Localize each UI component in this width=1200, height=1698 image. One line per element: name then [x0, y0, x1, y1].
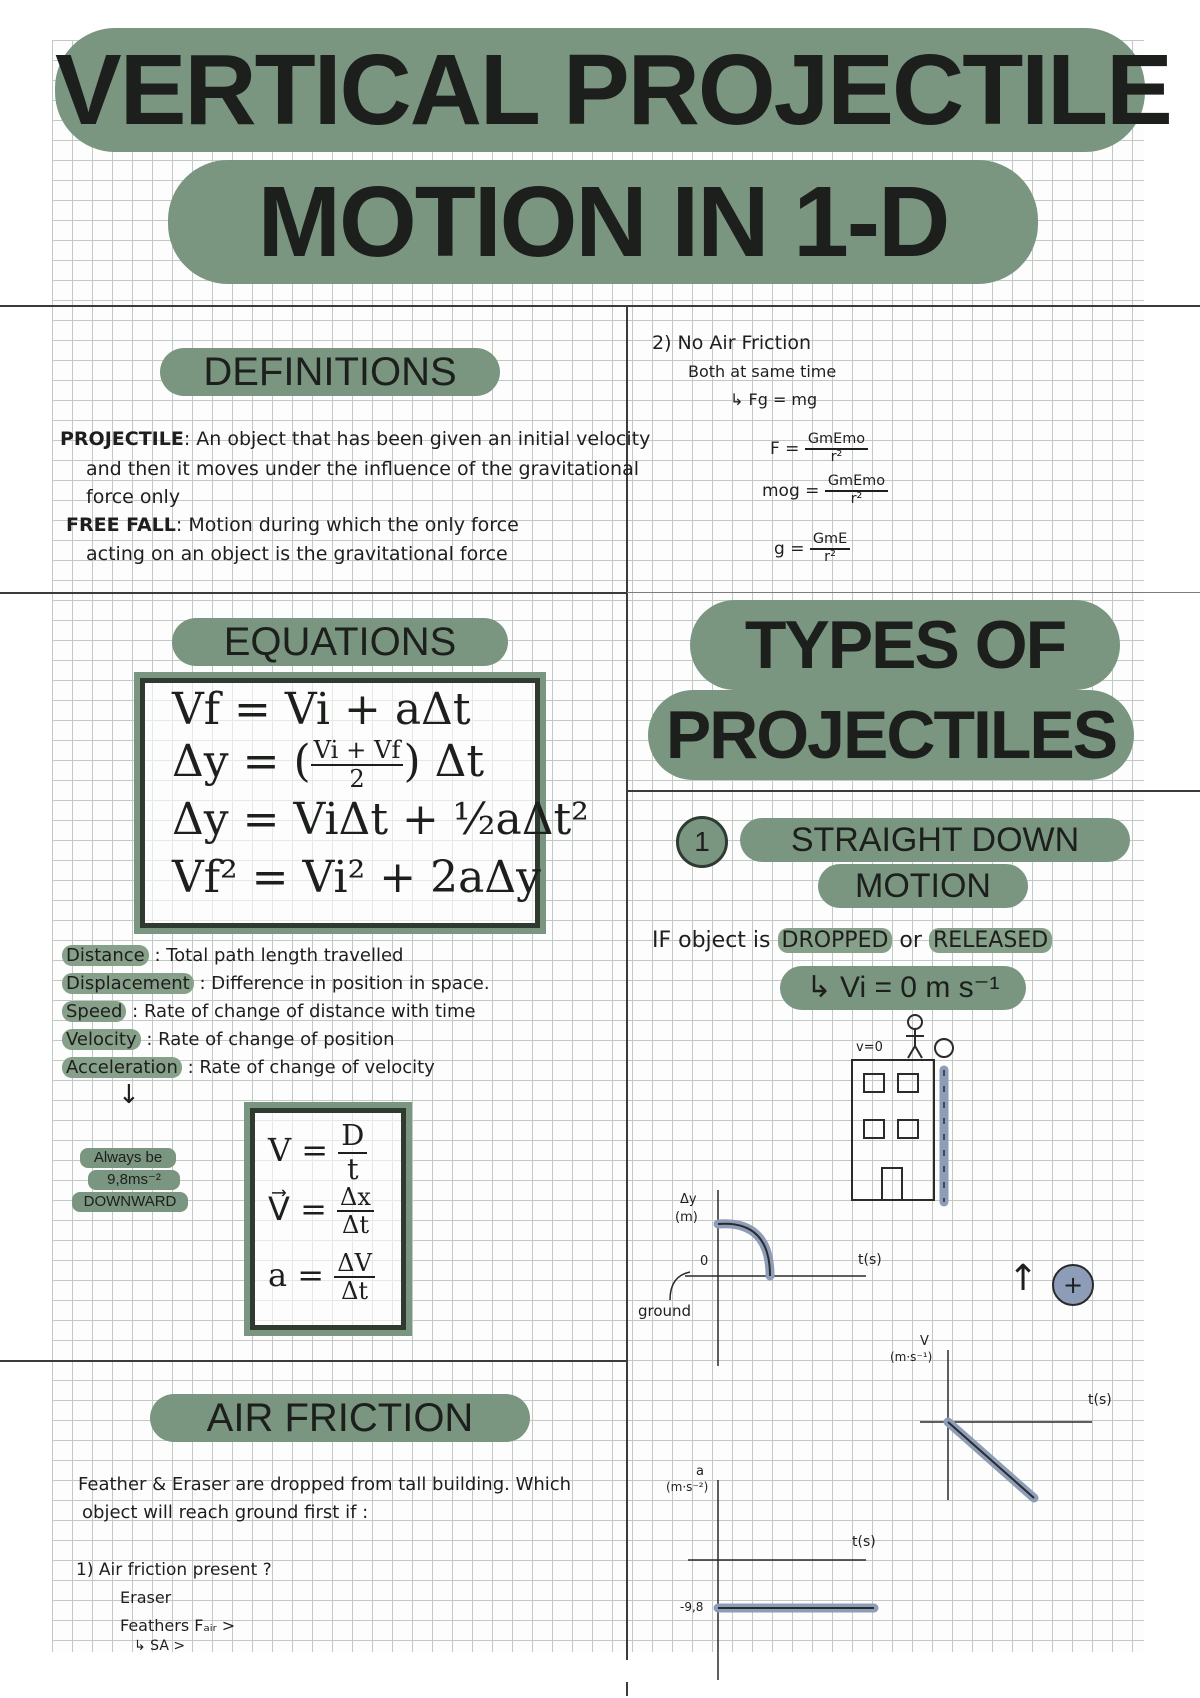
velocity-denominator: Δt	[341, 1211, 369, 1240]
grav-eq1-left: F =	[770, 438, 800, 459]
equation-dy-acceleration: Δy = ViΔt + ½aΔt²	[172, 794, 589, 845]
v-ylabel-2: (m·s⁻¹)	[890, 1350, 933, 1364]
speed-numerator: D	[338, 1120, 367, 1154]
acceleration-numerator: ΔV	[334, 1250, 375, 1278]
equation-vf-squared: Vf² = Vi² + 2aΔy	[172, 852, 541, 903]
grav-eq1-num: GmEmo	[805, 432, 868, 450]
case2-fg-mg: ↳ Fg = mg	[730, 390, 818, 409]
a-xlabel: t(s)	[852, 1534, 876, 1550]
term-description: : Rate of change of distance with time	[126, 1001, 476, 1022]
gravitation-eq-2	[762, 474, 888, 508]
positive-sign: +	[1062, 1271, 1084, 1299]
air-friction-question-2: object will reach ground first if :	[82, 1502, 369, 1523]
term-row	[62, 998, 490, 1026]
freefall-text-2: acting on an object is the gravitational force	[86, 543, 508, 565]
note-downward: DOWNWARD	[72, 1192, 188, 1212]
eq2-denominator: 2	[349, 764, 365, 793]
down-arrow-icon: ↓	[118, 1080, 140, 1110]
term-label: Acceleration	[62, 1057, 182, 1078]
grav-eq2-num: GmEmo	[825, 474, 888, 492]
v-zero-label: v=0	[856, 1040, 883, 1055]
acceleration-denominator: Δt	[341, 1277, 369, 1306]
dy-xlabel: t(s)	[858, 1252, 882, 1268]
a-ylabel-2: (m·s⁻²)	[666, 1480, 709, 1494]
dropped-highlight: DROPPED	[778, 928, 893, 953]
note-gravity-value: 9,8ms⁻²	[88, 1170, 180, 1190]
dy-zero: 0	[700, 1254, 709, 1269]
speed-formula-left: V =	[268, 1131, 329, 1170]
term-row	[62, 1026, 490, 1054]
eq2-fraction	[311, 737, 404, 792]
term-row	[62, 970, 490, 998]
speed-fraction	[338, 1120, 367, 1185]
term-row	[62, 942, 490, 970]
term-label: Speed	[62, 1001, 126, 1022]
divider-vertical	[626, 306, 628, 1660]
grav-eq3-num: GmE	[810, 532, 850, 550]
gravitation-eq-1	[770, 432, 868, 466]
motion-heading: MOTION	[818, 864, 1028, 908]
a-ylabel-1: a	[696, 1464, 704, 1479]
equations-heading: EQUATIONS	[172, 618, 508, 666]
velocity-fraction	[337, 1184, 374, 1239]
divider-title	[0, 305, 1200, 307]
projectile-text-1: : An object that has been given an initial velocity	[183, 428, 651, 450]
velocity-formula	[268, 1184, 374, 1239]
page-title-line1: VERTICAL PROJECTILE	[55, 28, 1145, 152]
divider-right-top	[627, 592, 1200, 593]
or-text: or	[899, 928, 922, 953]
grav-eq2-den: r²	[850, 490, 863, 507]
divider-air-friction	[0, 1360, 627, 1362]
initial-velocity-zero: ↳ Vi = 0 m s⁻¹	[780, 966, 1026, 1010]
air-friction-heading: AIR FRICTION	[150, 1394, 530, 1442]
term-label: Velocity	[62, 1029, 141, 1050]
term-description: : Rate of change of velocity	[181, 1057, 435, 1078]
grav-eq1-fraction	[805, 432, 868, 466]
terms-list	[62, 942, 490, 1082]
v-line	[948, 1422, 1034, 1498]
types-heading-line1: TYPES OF	[690, 600, 1120, 690]
air-friction-question-1: Feather & Eraser are dropped from tall building. Which	[78, 1474, 572, 1495]
divider-definitions	[0, 592, 627, 594]
term-description: : Total path length travelled	[148, 945, 404, 966]
acceleration-formula	[268, 1250, 375, 1305]
term-label: Displacement	[62, 973, 194, 994]
divider-bottom-tick	[626, 1682, 628, 1696]
number-one-label: 1	[694, 826, 710, 857]
grav-eq1-den: r²	[830, 448, 843, 465]
gravitation-eq-3	[774, 532, 850, 566]
case1-surface-area: ↳ SA >	[134, 1638, 186, 1654]
term-description: : Difference in position in space.	[193, 973, 490, 994]
speed-formula	[268, 1120, 367, 1185]
freefall-term: FREE FALL	[66, 514, 176, 536]
grav-eq3-fraction	[810, 532, 850, 566]
case1-label: 1) Air friction present ?	[76, 1560, 272, 1580]
page-title-line2: MOTION IN 1-D	[168, 160, 1038, 284]
case1-eraser: Eraser	[120, 1588, 172, 1607]
v-xlabel: t(s)	[1088, 1392, 1112, 1408]
ground-label: ground	[638, 1302, 692, 1320]
projectile-text-2: and then it moves under the influence of the gravitational	[86, 458, 639, 480]
note-always-be: Always be	[80, 1148, 176, 1168]
acceleration-formula-left: a =	[268, 1255, 325, 1294]
dy-ylabel-2: (m)	[675, 1210, 698, 1225]
grav-eq3-left: g =	[774, 538, 805, 559]
equation-vf: Vf = Vi + aΔt	[172, 684, 471, 735]
projectile-definition-line1	[60, 428, 650, 450]
divider-types	[627, 790, 1200, 792]
freefall-definition-line1	[66, 514, 519, 536]
grav-eq3-den: r²	[824, 548, 836, 565]
eq2-left: Δy = (	[172, 736, 311, 787]
projectile-term: PROJECTILE	[60, 428, 184, 450]
straight-down-heading: STRAIGHT DOWN	[740, 818, 1130, 862]
grav-eq2-fraction	[825, 474, 888, 508]
velocity-numerator: Δx	[337, 1184, 374, 1212]
definitions-heading: DEFINITIONS	[160, 348, 500, 396]
released-highlight: RELEASED	[929, 928, 1052, 953]
up-arrow-icon: ↑	[1008, 1258, 1039, 1299]
number-one-badge	[676, 816, 728, 868]
eq2-right: ) Δt	[403, 736, 485, 787]
term-label: Distance	[62, 945, 149, 966]
if-object-line	[652, 928, 1052, 953]
grav-eq2-left: mog =	[762, 480, 820, 501]
if-object-text: IF object is	[652, 928, 771, 953]
speed-denominator: t	[347, 1151, 359, 1186]
case1-feathers: Feathers Fₐᵢᵣ >	[120, 1616, 236, 1635]
eq2-numerator: Vi + Vf	[311, 737, 404, 766]
types-heading-line2: PROJECTILES	[648, 690, 1134, 780]
equation-dy-average	[172, 736, 484, 792]
term-row	[62, 1054, 490, 1082]
velocity-formula-left: V⃗ =	[268, 1189, 327, 1228]
acceleration-fraction	[334, 1250, 375, 1305]
v-ylabel-1: V	[920, 1334, 929, 1349]
dy-curve-highlight	[718, 1224, 770, 1276]
freefall-text-1: : Motion during which the only force	[175, 514, 519, 536]
projectile-text-3: force only	[86, 486, 181, 508]
case2-same-time: Both at same time	[688, 362, 837, 381]
case2-label: 2) No Air Friction	[652, 332, 812, 354]
dy-ylabel-1: Δy	[680, 1192, 697, 1207]
term-description: : Rate of change of position	[140, 1029, 395, 1050]
a-value-label: -9,8	[680, 1600, 704, 1614]
